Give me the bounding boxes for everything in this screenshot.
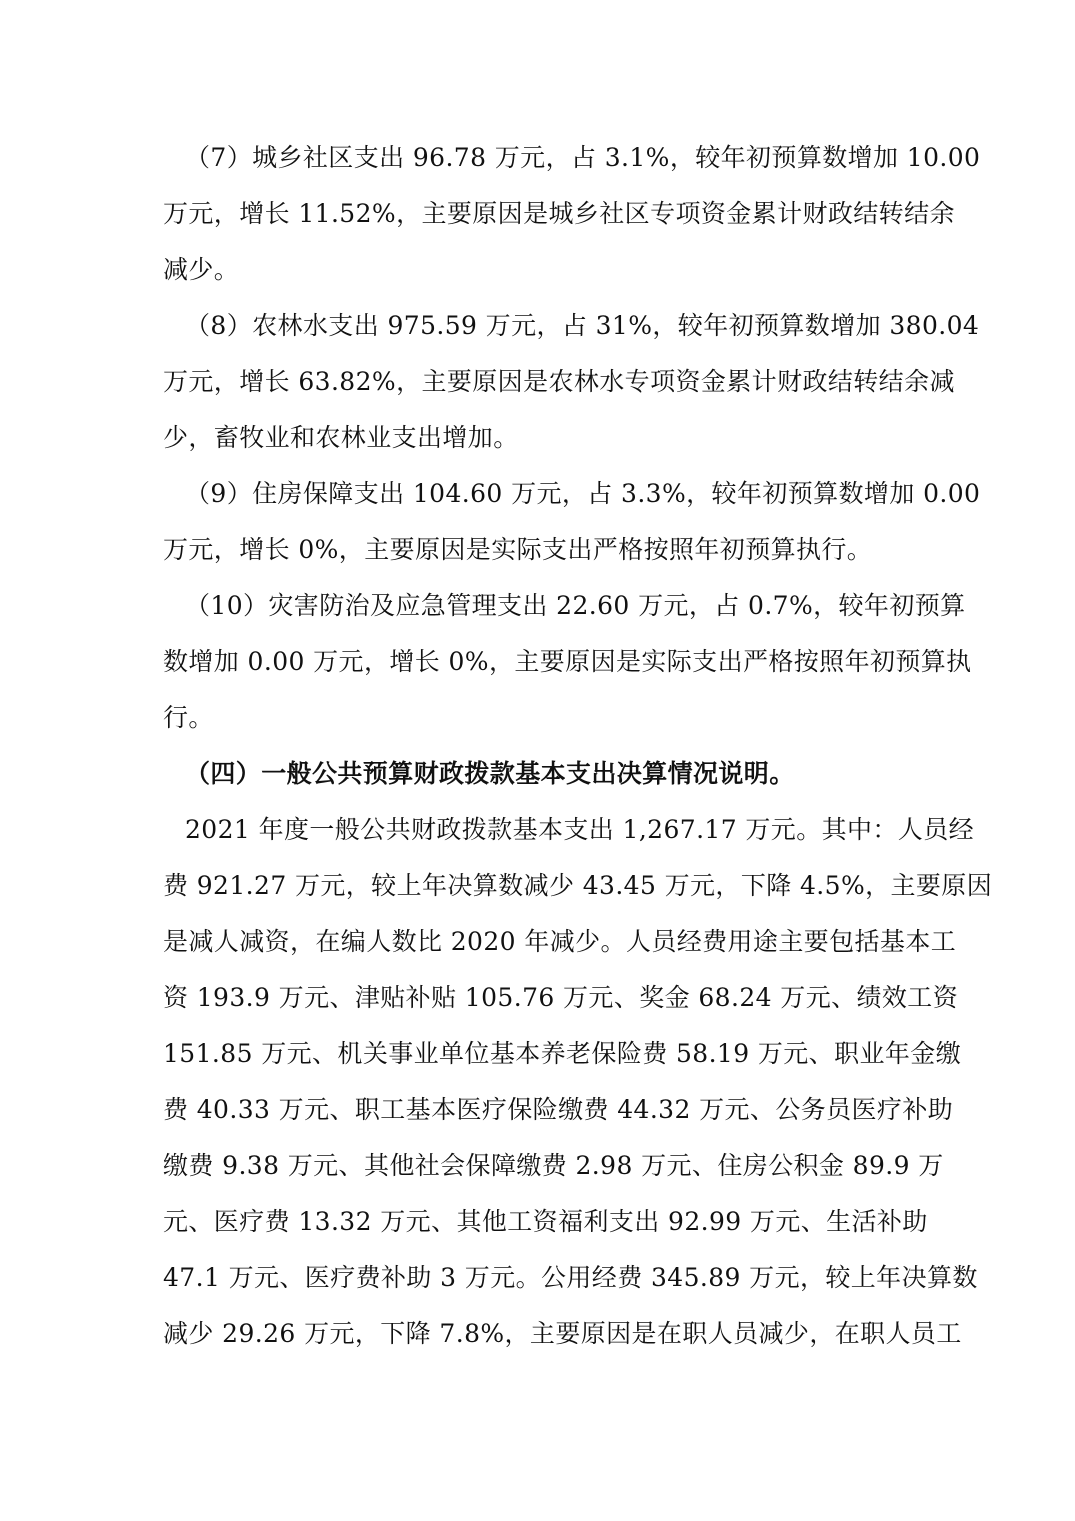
basic-expenditure-line-7: 缴费 9.38 万元、其他社会保障缴费 2.98 万元、住房公积金 89.9 万	[163, 1151, 944, 1180]
paragraph-7-line-3: 减少。	[163, 255, 240, 284]
paragraph-9-line-2: 万元，增长 0%，主要原因是实际支出严格按照年初预算执行。	[163, 535, 873, 564]
paragraph-10-line-1: （10）灾害防治及应急管理支出 22.60 万元，占 0.7%，较年初预算	[185, 591, 966, 620]
basic-expenditure-line-2: 费 921.27 万元，较上年决算数减少 43.45 万元，下降 4.5%，主要原因	[163, 871, 993, 900]
basic-expenditure-line-8: 元、医疗费 13.32 万元、其他工资福利支出 92.99 万元、生活补助	[163, 1207, 928, 1236]
basic-expenditure-line-9: 47.1 万元、医疗费补助 3 万元。公用经费 345.89 万元，较上年决算数	[163, 1263, 978, 1292]
section-heading: （四）一般公共预算财政拨款基本支出决算情况说明。	[185, 759, 795, 788]
basic-expenditure-line-6: 费 40.33 万元、职工基本医疗保险缴费 44.32 万元、公务员医疗补助	[163, 1095, 954, 1124]
paragraph-8-line-3: 少，畜牧业和农林业支出增加。	[163, 423, 519, 452]
basic-expenditure-line-5: 151.85 万元、机关事业单位基本养老保险费 58.19 万元、职业年金缴	[163, 1039, 962, 1068]
basic-expenditure-line-4: 资 193.9 万元、津贴补贴 105.76 万元、奖金 68.24 万元、绩效工资	[163, 983, 959, 1012]
paragraph-10-line-2: 数增加 0.00 万元，增长 0%，主要原因是实际支出严格按照年初预算执	[163, 647, 972, 676]
basic-expenditure-line-1: 2021 年度一般公共财政拨款基本支出 1,267.17 万元。其中：人员经	[185, 815, 974, 844]
paragraph-7-line-1: （7）城乡社区支出 96.78 万元，占 3.1%，较年初预算数增加 10.00	[185, 143, 981, 172]
basic-expenditure-line-10: 减少 29.26 万元，下降 7.8%，主要原因是在职人员减少，在职人员工	[163, 1319, 962, 1348]
paragraph-10-line-3: 行。	[163, 703, 214, 732]
basic-expenditure-line-3: 是减人减资，在编人数比 2020 年减少。人员经费用途主要包括基本工	[163, 927, 957, 956]
paragraph-7-line-2: 万元，增长 11.52%，主要原因是城乡社区专项资金累计财政结转结余	[163, 199, 955, 228]
paragraph-8-line-2: 万元，增长 63.82%，主要原因是农林水专项资金累计财政结转结余减	[163, 367, 955, 396]
paragraph-8-line-1: （8）农林水支出 975.59 万元，占 31%，较年初预算数增加 380.04	[185, 311, 980, 340]
paragraph-9-line-1: （9）住房保障支出 104.60 万元，占 3.3%，较年初预算数增加 0.00	[185, 479, 981, 508]
